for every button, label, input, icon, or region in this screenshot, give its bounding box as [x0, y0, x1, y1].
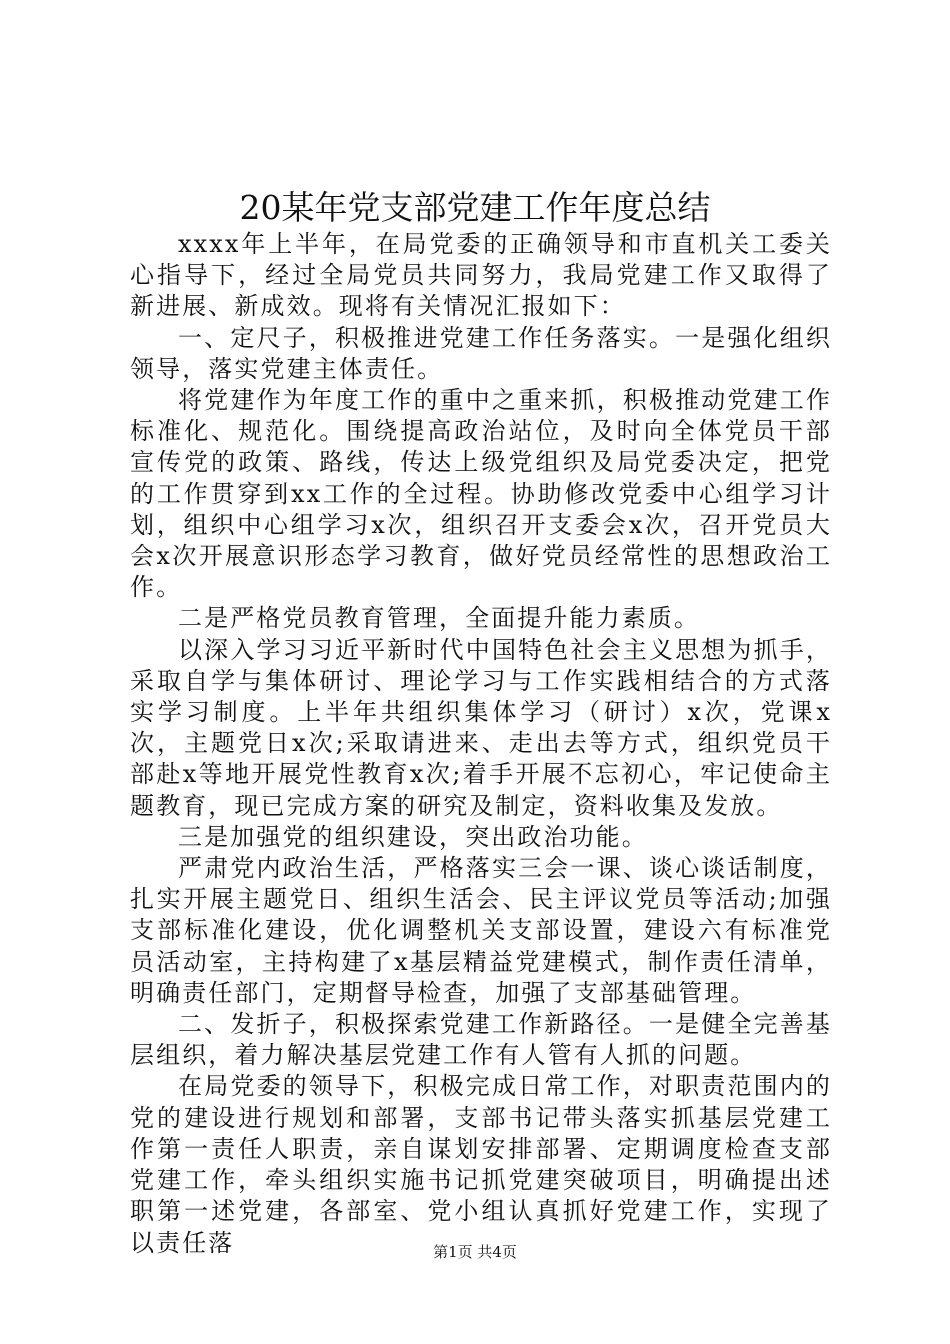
paragraph: 二、发折子，积极探索党建工作新路径。一是健全完善基层组织，着力解决基层党建工作有人管有人抓的问题。 — [130, 1010, 832, 1070]
document-body — [130, 229, 832, 1259]
page-number-footer: 第1页 共4页 — [433, 1243, 517, 1261]
document-title: 20某年党支部党建工作年度总结 — [239, 188, 711, 227]
paragraph: 三是加强党的组织建设，突出政治功能。 — [178, 822, 648, 851]
paragraph: 在局党委的领导下，积极完成日常工作，对职责范围内的党的建设进行规划和部署，支部书记带头落实抓基层党建工作第一责任人职责，亲自谋划安排部署、定期调度检查支部党建工作，牵头组织实施书记抓党建突破项目，明确提出述职第一述党建，各部室、党小组认真抓好党建工作，实现了以责任落 — [130, 1072, 832, 1257]
paragraph: xxxx年上半年，在局党委的正确领导和市直机关工委关心指导下，经过全局党员共同努力，我局党建工作又取得了新进展、新成效。现将有关情况汇报如下： — [130, 230, 832, 321]
paragraph: 严肃党内政治生活，严格落实三会一课、谈心谈话制度，扎实开展主题党日、组织生活会、民主评议党员等活动;加强支部标准化建设，优化调整机关支部设置，建设六有标准党员活动室，主持构建了x基层精益党建模式，制作责任清单，明确责任部门，定期督导检查，加强了支部基础管理。 — [130, 854, 832, 1007]
paragraph: 一、定尺子，积极推进党建工作任务落实。一是强化组织领导，落实党建主体责任。 — [130, 323, 832, 383]
paragraph: 以深入学习习近平新时代中国特色社会主义思想为抓手，采取自学与集体研讨、理论学习与工作实践相结合的方式落实学习制度。上半年共组织集体学习（研讨）x次，党课x次，主题党日x次;采取请进来、走出去等方式，组织党员干部赴x等地开展党性教育x次;着手开展不忘初心，牢记使命主题教育，现已完成方案的研究及制定，资料收集及发放。 — [130, 635, 832, 820]
paragraph: 二是严格党员教育管理，全面提升能力素质。 — [178, 604, 700, 633]
paragraph: 将党建作为年度工作的重中之重来抓，积极推动党建工作标准化、规范化。围绕提高政治站位，及时向全体党员干部宣传党的政策、路线，传达上级党组织及局党委决定，把党的工作贯穿到xx工作的全过程。协助修改党委中心组学习计划，组织中心组学习x次，组织召开支委会x次，召开党员大会x次开展意识形态学习教育，做好党员经常性的思想政治工作。 — [130, 386, 832, 602]
